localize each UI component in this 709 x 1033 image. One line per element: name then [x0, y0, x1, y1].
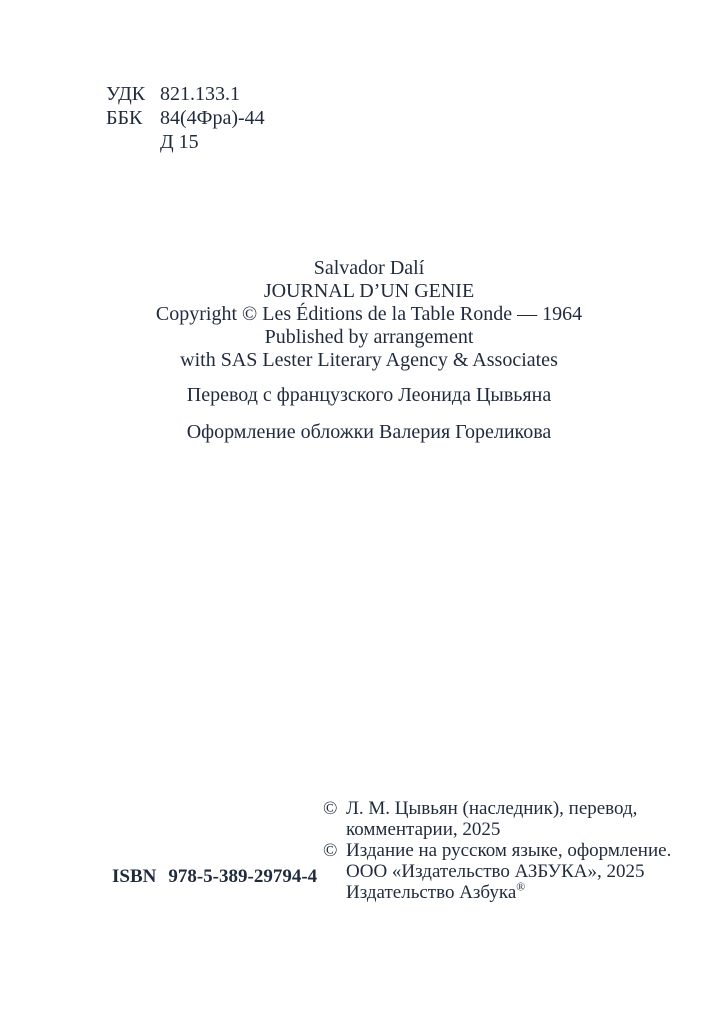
- author-sign-row: [106, 130, 265, 154]
- isbn-line: [112, 866, 317, 887]
- arrangement-line-2: with SAS Lester Literary Agency & Associates: [180, 349, 558, 371]
- isbn-value: 978-5-389-29794-4: [168, 866, 318, 887]
- classification-block: [106, 82, 265, 154]
- bbk-row: [106, 106, 265, 130]
- registered-trademark-mark: ®: [516, 880, 526, 894]
- copyright-notice-text: [346, 798, 637, 840]
- notice-line: ООО «Издательство АЗБУКА», 2025: [346, 861, 645, 882]
- copyright-notice-text: [346, 840, 671, 903]
- copyright-notice-publisher: [323, 840, 671, 903]
- copyright-symbol: ©: [323, 840, 338, 861]
- copyright-symbol: ©: [323, 798, 338, 819]
- udk-label: УДК: [106, 83, 146, 105]
- author-name: Salvador Dalí: [313, 257, 425, 279]
- udk-row: [106, 82, 265, 106]
- author-sign-spacer: [106, 130, 160, 154]
- bbk-label: ББК: [106, 107, 143, 129]
- cover-design-credit: Оформление обложки Валерия Гореликова: [186, 421, 552, 443]
- arrangement-line-1: Published by arrangement: [264, 326, 474, 348]
- notice-line: Издательство Азбука: [346, 882, 517, 903]
- copyright-notices-block: [323, 798, 671, 903]
- notice-line: комментарии, 2025: [346, 819, 501, 840]
- isbn-label: ISBN: [112, 866, 157, 887]
- udk-value: 821.133.1: [160, 83, 240, 105]
- original-title: JOURNAL D’UN GENIE: [263, 280, 475, 302]
- copyright-line: Copyright © Les Éditions de la Table Ronde — 1964: [155, 303, 583, 325]
- copyright-notice-translator: [323, 798, 671, 840]
- imprint-block: [29, 257, 709, 444]
- translation-credit: Перевод с французского Леонида Цывьяна: [186, 384, 552, 406]
- bbk-value: 84(4Фра)-44: [160, 107, 265, 129]
- notice-line: Л. М. Цывьян (наследник), перевод,: [346, 798, 638, 819]
- author-sign: Д 15: [160, 131, 199, 153]
- notice-line: Издание на русском языке, оформление.: [346, 840, 672, 861]
